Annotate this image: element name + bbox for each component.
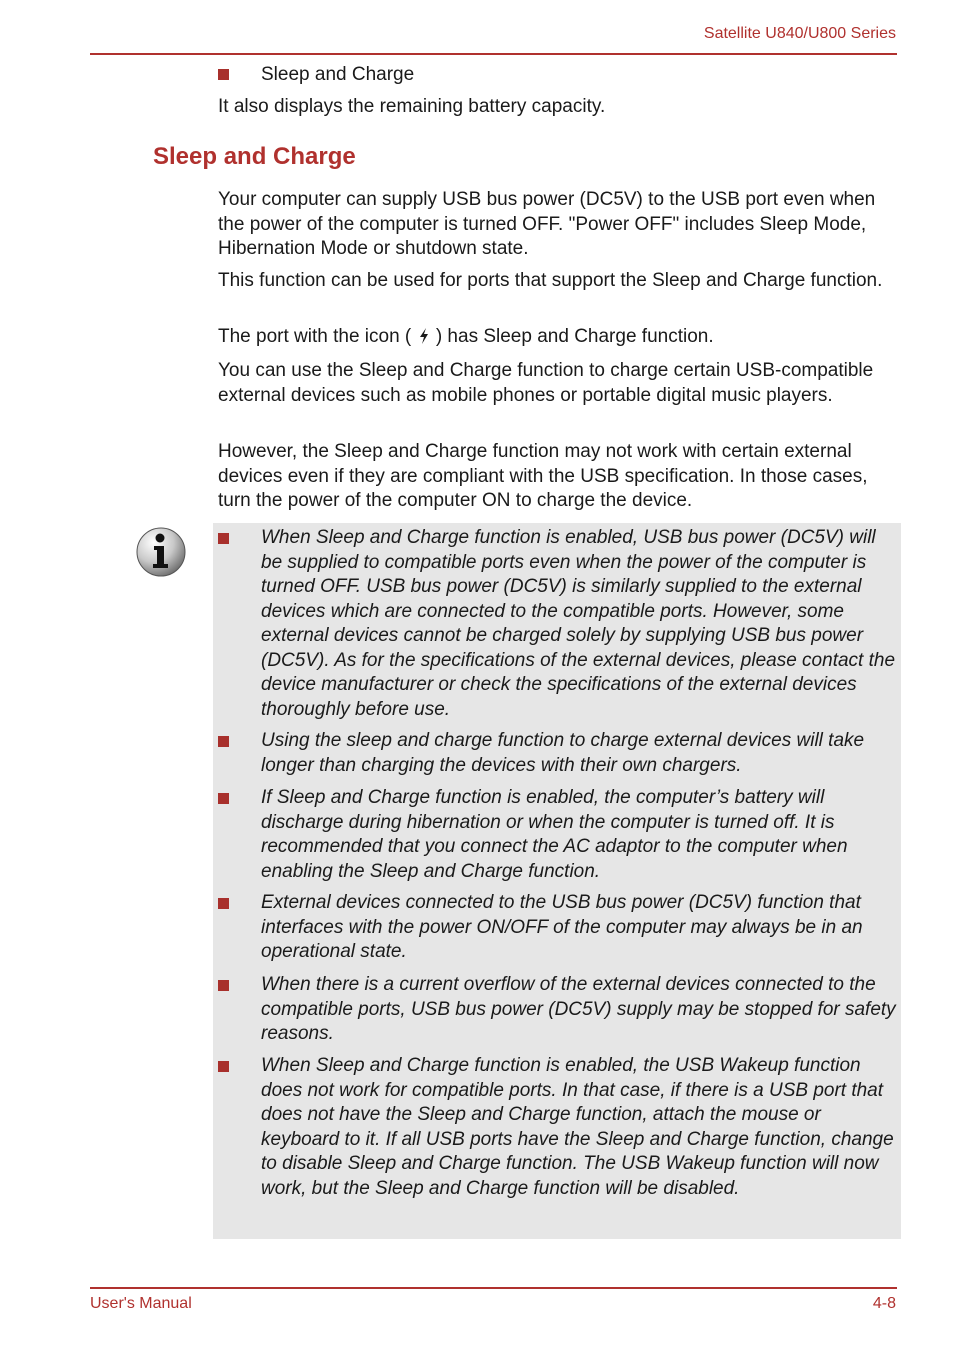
bullet-marker [218, 69, 229, 80]
paragraph-supported-ports: This function can be used for ports that support the Sleep and Charge function. [218, 270, 883, 291]
paragraph-usb-power: Your computer can supply USB bus power (DC5V) to the USB port even when the power of the computer is turned OFF. "Power OFF" includes Sleep Mode, Hibernation Mode or shutdown state. [218, 189, 876, 259]
port-icon-text-before: The port with the icon ( [218, 326, 417, 347]
running-header: Satellite U840/U800 Series [703, 25, 896, 42]
note-item-current-overflow: When there is a current overflow of the external devices connected to the compatible ports, USB bus power (DC5V) supply may be stopped for safety reasons. [261, 974, 896, 1044]
note-item-usb-power-supply: When Sleep and Charge function is enabled, USB bus power (DC5V) will be supplied to compatible ports even when the power of the computer is turned OFF. USB bus power (DC5V) is similarly supplied to the external devices which are connected to the compatible ports. However, some external devices cannot be charged solely by supplying USB bus power (DC5V). As for the specifications of the external devices, please contact the device manufacturer or check the specifications of the external devices thoroughly before use. [261, 527, 896, 720]
info-icon [135, 526, 187, 578]
note-item-battery-discharge: If Sleep and Charge function is enabled, the computer’s battery will discharge during hibernation or when the computer is turned off. It is recommended that you connect the AC adaptor to the computer when enabling the Sleep and Charge function. [261, 787, 848, 882]
port-icon-text-after: ) has Sleep and Charge function. [430, 326, 714, 347]
bullet-item-sleep-and-charge: Sleep and Charge [261, 64, 415, 85]
note-bullet [218, 533, 229, 544]
paragraph-charge-devices: You can use the Sleep and Charge function to charge certain USB-compatible external devices such as mobile phones or portable digital music players. [218, 360, 874, 406]
note-bullet [218, 980, 229, 991]
section-heading: Sleep and Charge [153, 143, 356, 170]
note-item-charging-time: Using the sleep and charge function to charge external devices will take longer than charging the devices with their own chargers. [261, 730, 865, 776]
note-bullet [218, 736, 229, 747]
paragraph-compatibility: However, the Sleep and Charge function may not work with certain external devices even if they are compliant with the USB specification. In those cases, turn the power of the computer ON to charge the device. [218, 441, 868, 511]
note-bullet [218, 898, 229, 909]
paragraph-port-icon [218, 325, 888, 350]
note-item-usb-wakeup: When Sleep and Charge function is enabled, the USB Wakeup function does not work for compatible ports. In that case, if there is a USB port that does not have the Sleep and Charge function, attach the mouse or keyboard to it. If all USB ports have the Sleep and Charge function, change to disable Sleep and Charge function. The USB Wakeup function will now work, but the Sleep and Charge function will be disabled. [261, 1055, 894, 1199]
sleep-and-charge-icon [417, 327, 431, 345]
footer-rule [90, 1287, 897, 1289]
header-rule [90, 53, 897, 55]
footer-manual-name: User's Manual [90, 1295, 192, 1312]
note-item-operational-state: External devices connected to the USB bus power (DC5V) function that interfaces with the power ON/OFF of the computer may always be in an operational state. [261, 892, 863, 962]
note-bullet [218, 1061, 229, 1072]
page-number: 4-8 [872, 1295, 896, 1312]
note-bullet [218, 793, 229, 804]
battery-capacity-paragraph: It also displays the remaining battery capacity. [218, 96, 606, 117]
